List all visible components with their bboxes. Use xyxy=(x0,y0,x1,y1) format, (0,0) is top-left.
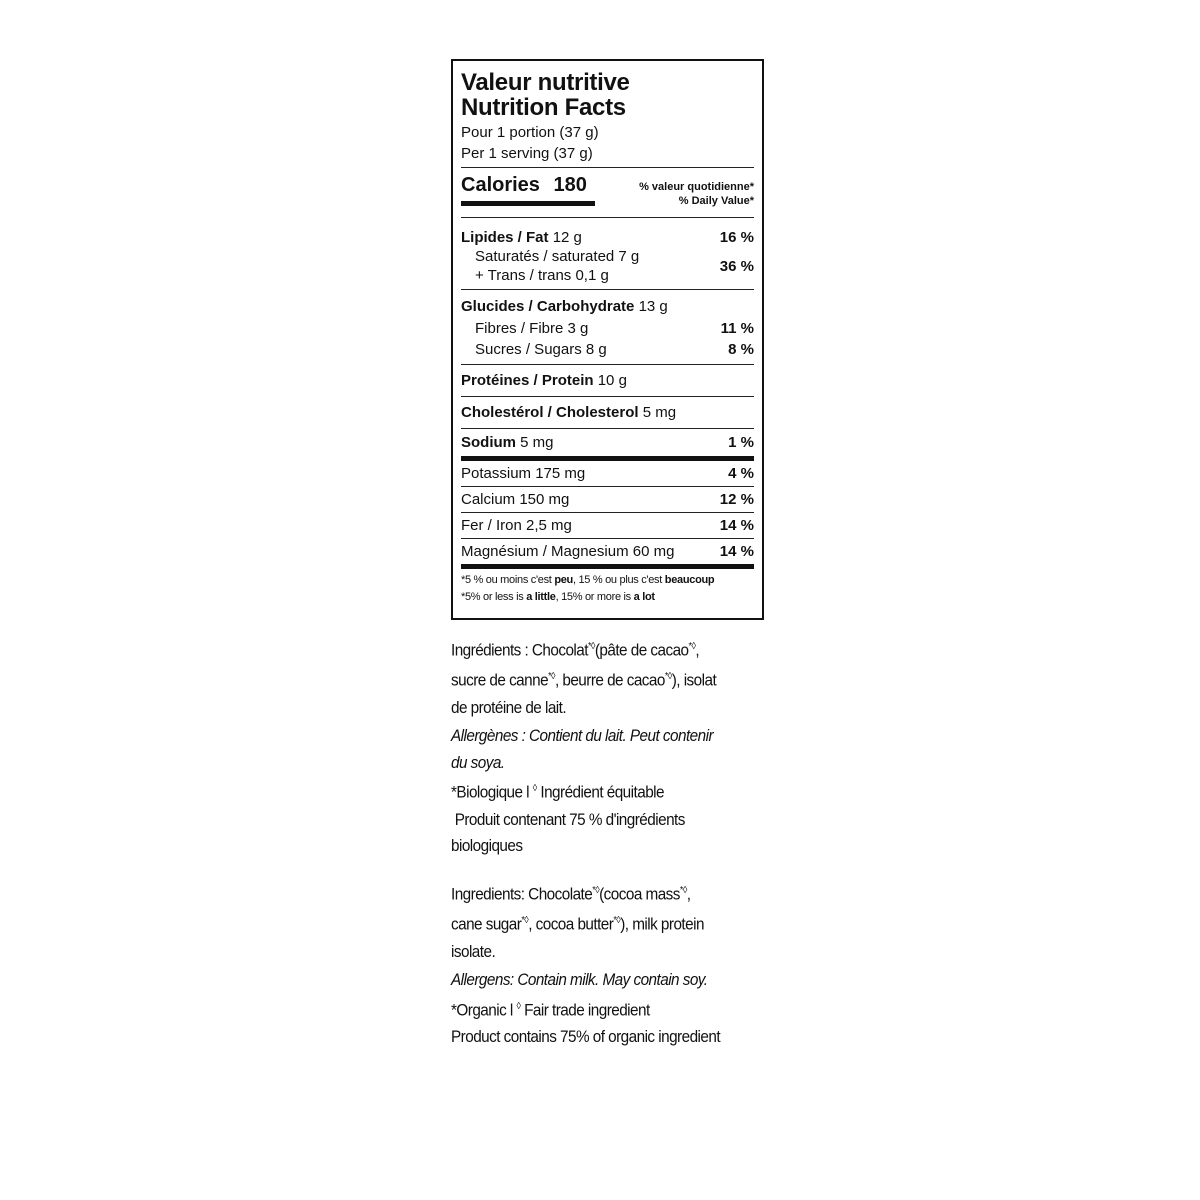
calcium-label: Calcium 150 mg xyxy=(461,491,570,508)
daily-value-header xyxy=(639,174,754,208)
trans-label: + Trans / trans 0,1 g xyxy=(475,267,609,284)
footnote-en-b: a little xyxy=(526,591,556,603)
calories xyxy=(461,174,595,206)
saturated-label: Saturatés / saturated 7 g xyxy=(475,248,640,265)
fibre-label: Fibres / Fibre 3 g xyxy=(475,320,589,337)
protein-amount: 10 g xyxy=(597,372,627,389)
nutrition-facts-table xyxy=(451,59,764,620)
ingredients-en-line1 xyxy=(451,878,748,908)
serving-fr: Pour 1 portion (37 g) xyxy=(461,124,599,141)
organic-fairtrade-mark: *◊ xyxy=(521,915,529,927)
magnesium-pct: 14 % xyxy=(719,543,754,560)
en-l1a: Ingredients: Chocolate xyxy=(451,884,593,904)
iron-pct: 14 % xyxy=(719,517,754,534)
product-organic-en: Product contains 75% of organic ingredient xyxy=(451,1026,721,1046)
fat-label: Lipides / Fat xyxy=(461,228,549,246)
potassium-row xyxy=(461,461,754,486)
protein-label: Protéines / Protein xyxy=(461,372,594,389)
organic-legend-en xyxy=(451,994,748,1024)
ingredients-en-line2 xyxy=(451,908,748,938)
fairtrade-mark: ◊ xyxy=(532,783,537,795)
organic-fairtrade-mark: *◊ xyxy=(592,885,600,896)
sugars-row xyxy=(461,339,754,360)
footnote-en xyxy=(461,589,754,606)
organic-fairtrade-mark: *◊ xyxy=(664,671,672,683)
calories-label: Calories xyxy=(461,174,540,196)
iron-row xyxy=(461,513,754,538)
fr-l2c: , beurre de cacao xyxy=(554,670,665,690)
fat-amount: 12 g xyxy=(552,228,582,246)
footnote-en-c: , 15% or more is xyxy=(555,591,634,603)
protein-row xyxy=(461,365,754,396)
sugars-label: Sucres / Sugars 8 g xyxy=(475,341,607,358)
allergens-en: Allergens: Contain milk. May contain soy. xyxy=(451,970,708,990)
footnote-en-d: a lot xyxy=(633,591,655,603)
ingredients-fr-line3: de protéine de lait. xyxy=(451,697,567,717)
sodium-pct: 1 % xyxy=(728,434,754,451)
title-en: Nutrition Facts xyxy=(461,94,626,121)
organic-legend-fr xyxy=(451,776,748,806)
fr-l1e: , xyxy=(695,640,700,660)
footnote-fr-c: , 15 % ou plus c'est xyxy=(572,574,665,586)
organic-legend-en-a: *Organic l xyxy=(451,1000,517,1020)
divider xyxy=(461,289,754,290)
product-organic-fr-line1: Produit contenant 75 % d'ingrédients xyxy=(451,809,685,829)
fr-l1c: (pâte de cacao xyxy=(594,640,689,660)
footnote-fr-a: *5 % ou moins c'est xyxy=(461,574,555,586)
fibre-pct: 11 % xyxy=(720,320,754,337)
organic-legend-fr-c: Ingrédient équitable xyxy=(536,782,664,802)
organic-fairtrade-mark: *◊ xyxy=(688,641,696,652)
calories-row xyxy=(461,174,754,208)
carb-row xyxy=(461,296,754,316)
ingredients-fr-line1 xyxy=(451,634,748,664)
ingredients-en-line3: isolate. xyxy=(451,941,496,961)
ingredients-fr-line2 xyxy=(451,664,748,694)
potassium-pct: 4 % xyxy=(728,465,754,482)
title-fr: Valeur nutritive xyxy=(461,69,630,96)
en-l2e: ), milk protein xyxy=(620,914,704,934)
sat-trans-row xyxy=(461,247,754,285)
footnote-fr xyxy=(461,572,754,589)
organic-fairtrade-mark: *◊ xyxy=(679,885,687,896)
magnesium-row xyxy=(461,539,754,564)
sodium-row xyxy=(461,429,754,456)
organic-legend-en-c: Fair trade ingredient xyxy=(520,1000,650,1020)
dv-en: % Daily Value* xyxy=(678,195,754,207)
footnote-fr-b: peu xyxy=(554,574,573,586)
calories-value: 180 xyxy=(553,174,587,196)
sodium-amount: 5 mg xyxy=(520,434,554,451)
sugars-pct: 8 % xyxy=(728,341,754,358)
potassium-label: Potassium 175 mg xyxy=(461,465,586,482)
sat-trans-pct: 36 % xyxy=(719,257,754,275)
fat-pct: 16 % xyxy=(719,228,754,246)
fr-l2e: ), isolat xyxy=(671,670,717,690)
organic-fairtrade-mark: *◊ xyxy=(613,915,621,927)
carb-label: Glucides / Carbohydrate xyxy=(461,297,635,315)
fr-l1a: Ingrédients : Chocolat xyxy=(451,640,588,660)
organic-legend-fr-a: *Biologique l xyxy=(451,782,533,802)
iron-label: Fer / Iron 2,5 mg xyxy=(461,517,572,534)
ingredients-en xyxy=(451,878,748,1051)
calcium-pct: 12 % xyxy=(719,491,754,508)
footnote-fr-d: beaucoup xyxy=(664,574,715,586)
fr-l2a: sucre de canne xyxy=(451,670,549,690)
organic-fairtrade-mark: *◊ xyxy=(587,641,595,652)
ingredients-fr xyxy=(451,634,748,860)
en-l2c: , cocoa butter xyxy=(528,914,614,934)
allergens-fr-line1: Allergènes : Contient du lait. Peut contenir xyxy=(451,726,714,746)
product-organic-fr-line2: biologiques xyxy=(451,836,523,856)
serving-en: Per 1 serving (37 g) xyxy=(461,145,593,162)
footnote-en-a: *5% or less is xyxy=(461,591,527,603)
fibre-row xyxy=(461,318,754,339)
cholesterol-amount: 5 mg xyxy=(642,404,677,421)
thick-divider xyxy=(461,564,754,569)
fat-row xyxy=(461,227,754,247)
en-l1e: , xyxy=(686,884,691,904)
fairtrade-mark: ◊ xyxy=(516,1000,521,1012)
divider xyxy=(461,167,754,168)
carb-amount: 13 g xyxy=(638,297,668,315)
en-l1c: (cocoa mass xyxy=(599,884,680,904)
allergens-fr-line2: du soya. xyxy=(451,752,505,772)
divider xyxy=(461,217,754,218)
cholesterol-label: Cholestérol / Cholesterol xyxy=(461,404,639,421)
organic-fairtrade-mark: *◊ xyxy=(548,671,555,683)
calcium-row xyxy=(461,487,754,512)
sodium-label: Sodium xyxy=(461,434,516,451)
en-l2a: cane sugar xyxy=(451,914,522,934)
magnesium-label: Magnésium / Magnesium 60 mg xyxy=(461,543,675,560)
dv-fr: % valeur quotidienne* xyxy=(639,181,754,193)
cholesterol-row xyxy=(461,397,754,428)
